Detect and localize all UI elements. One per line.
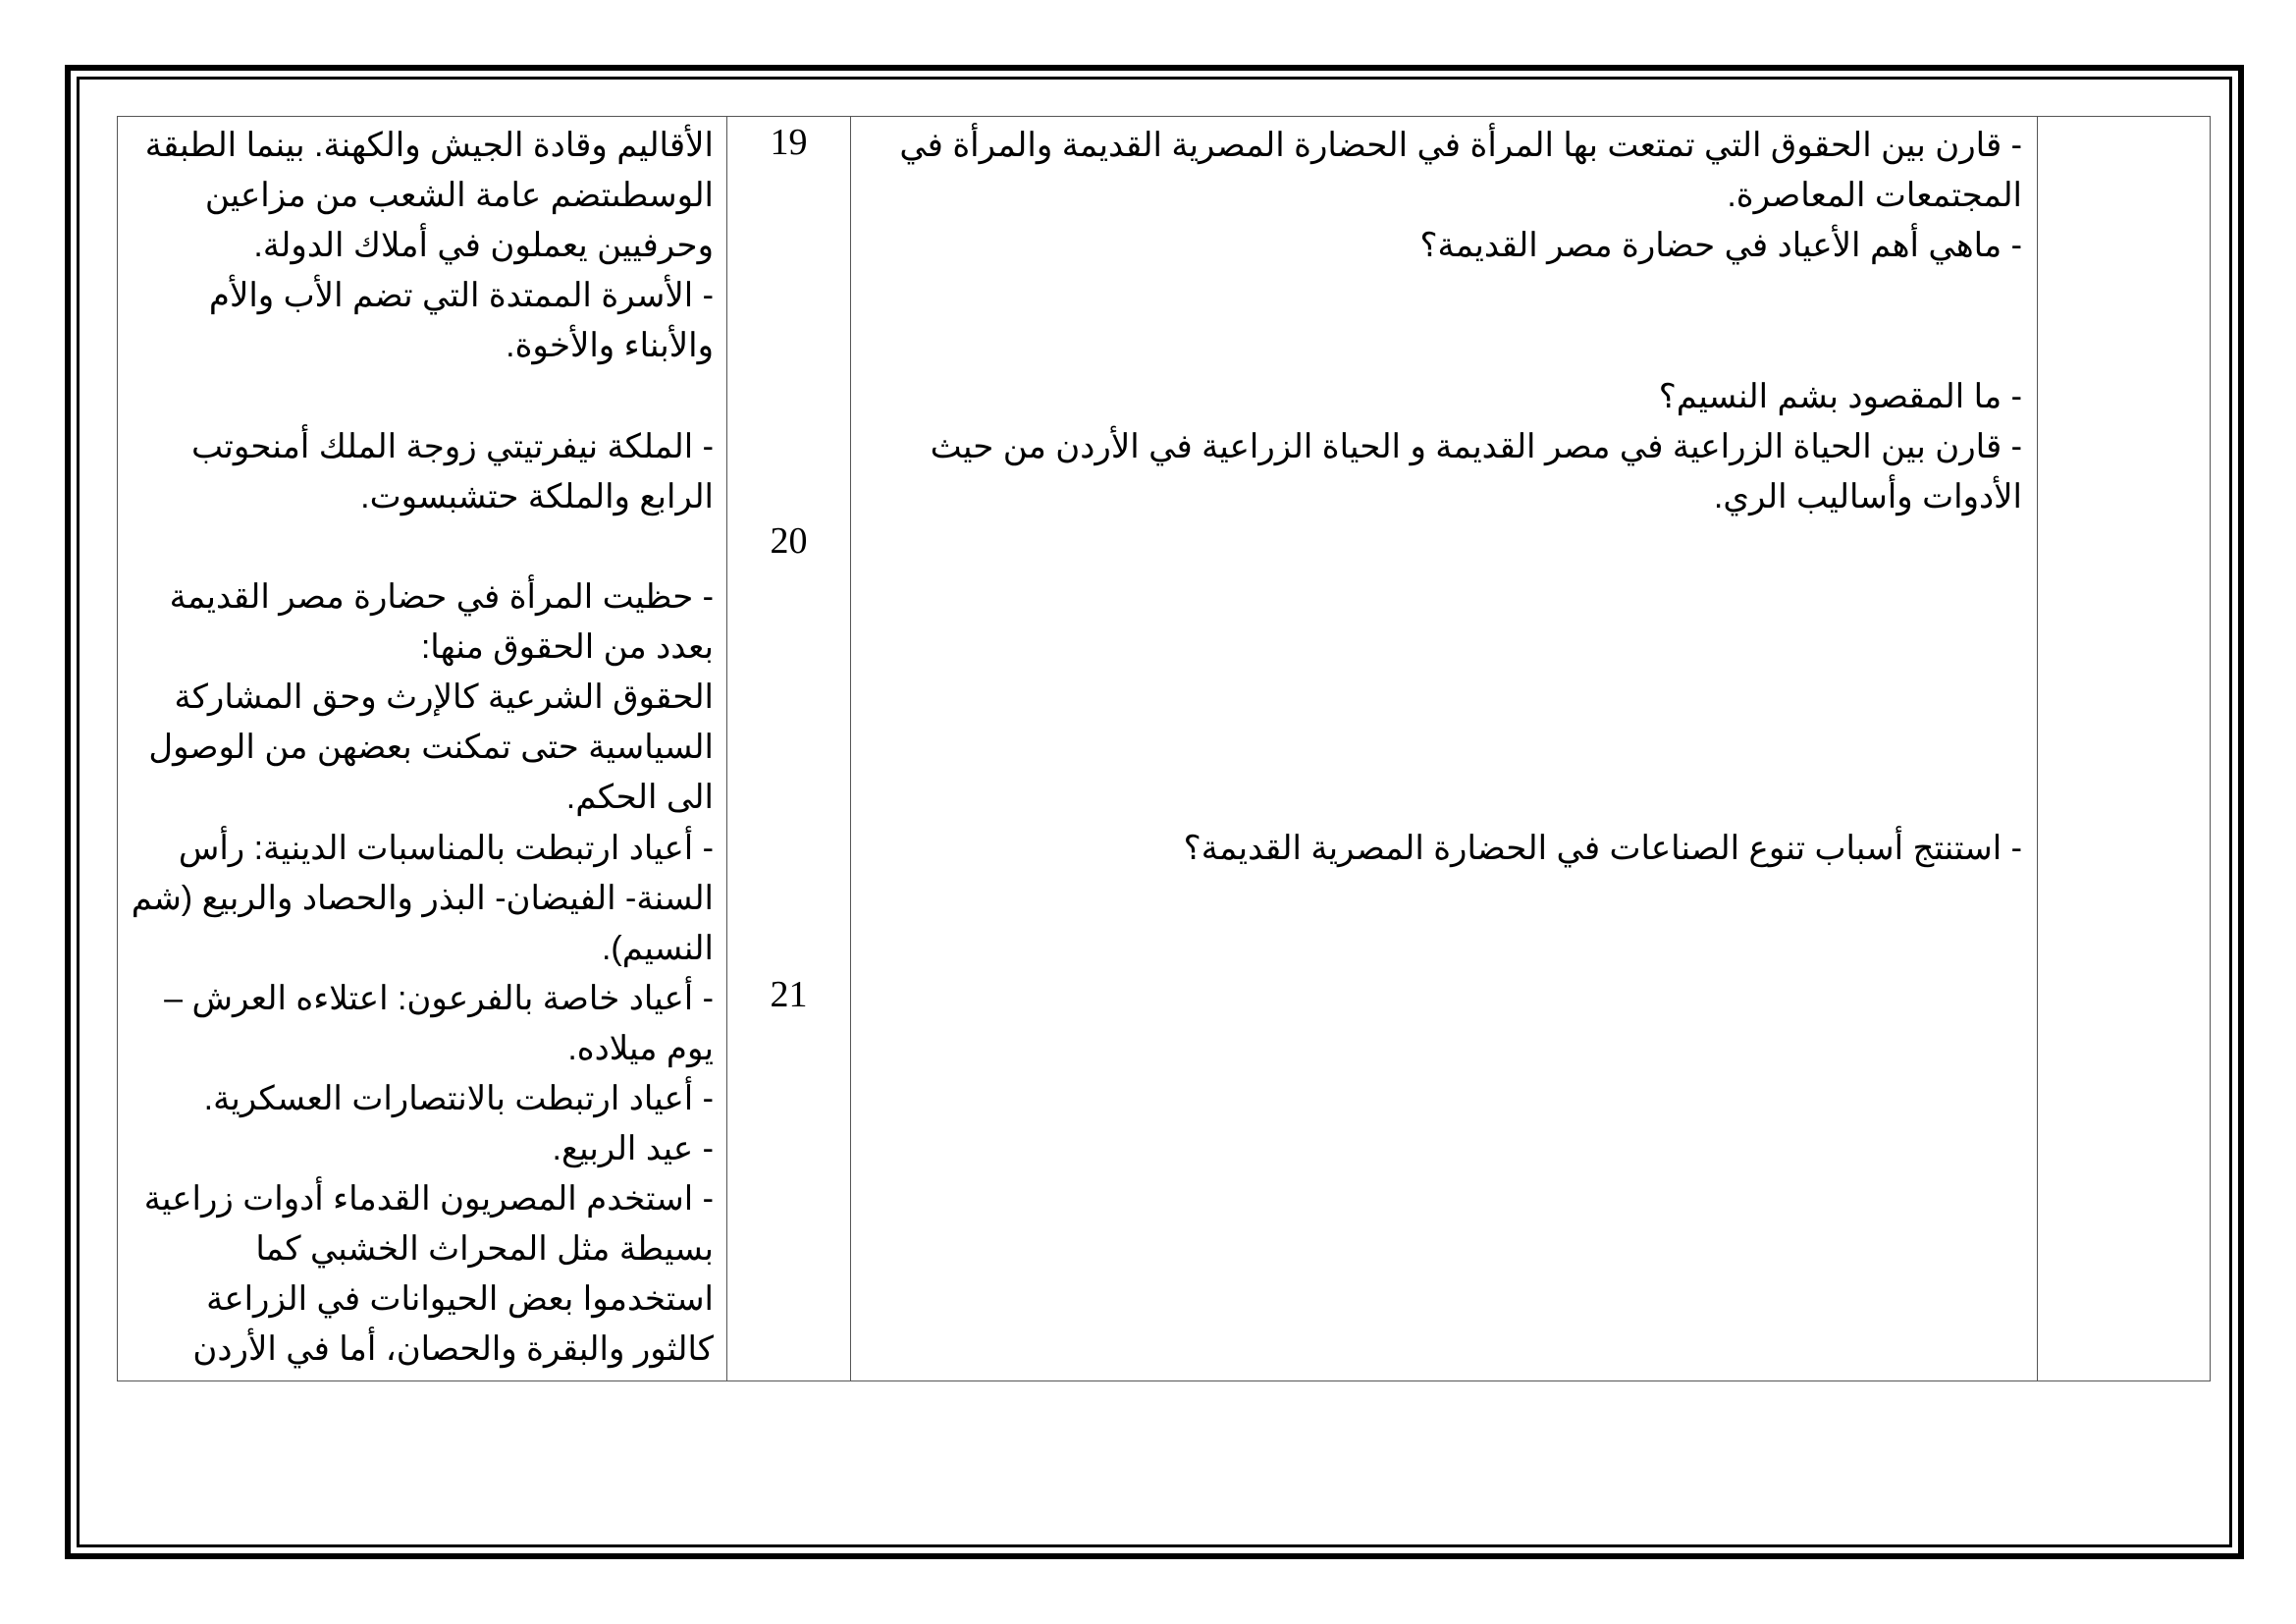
answer-item: - عيد الربيع.	[552, 1130, 714, 1167]
answer-item: - الملكة نيفرتيتي زوجة الملك أمنحوتب الرابع والملكة حتشبسوت.	[190, 428, 714, 515]
questions-column	[851, 117, 2038, 1381]
lesson-table	[117, 116, 2211, 1381]
question-item: - قارن بين الحقوق التي تمتعت بها المرأة في الحضارة المصرية القديمة والمرأة في المجتمعات المعاصرة.	[899, 127, 2022, 214]
question-item: - استنتج أسباب تنوع الصناعات في الحضارة المصرية القديمة؟	[1183, 830, 2022, 867]
numbers-column	[727, 117, 851, 1381]
question-item: - قارن بين الحياة الزراعية في مصر القديمة و الحياة الزراعية في الأردن من حيث الأدوات وأساليب الري.	[930, 428, 2022, 515]
answer-item: - أعياد ارتبطت بالمناسبات الدينية: رأس السنة- الفيضان- البذر والحصاد والربيع (شم النسيم).	[131, 830, 714, 967]
question-item: - ما المقصود بشم النسيم؟	[1658, 378, 2022, 415]
table-row	[118, 117, 2211, 1381]
answer-item: - أعياد ارتبطت بالانتصارات العسكرية.	[203, 1080, 714, 1117]
answers-column	[118, 117, 727, 1381]
answer-item: - حظيت المرأة في حضارة مصر القديمة بعدد من الحقوق منها:	[169, 578, 714, 666]
answer-item: الأقاليم وقادة الجيش والكهنة. بينما الطبقة الوسطىتضم عامة الشعب من مزاعين وحرفيين يعملون في أملاك الدولة.	[144, 127, 714, 264]
answer-item: - الأسرة الممتدة التي تضم الأب والأم والأبناء والأخوة.	[208, 277, 714, 364]
answer-item: - استخدم المصريون القدماء أدوات زراعية بسيطة مثل المحراث الخشبي كما استخدموا بعض الحيوانات في الزراعة كالثور والبقرة والحصان، أما في الأردن	[143, 1180, 714, 1368]
row-number: 21	[770, 974, 808, 1015]
empty-column	[2038, 117, 2211, 1381]
question-item: - ماهي أهم الأعياد في حضارة مصر القديمة؟	[1419, 227, 2022, 264]
answer-item: الحقوق الشرعية كالإرث وحق المشاركة السياسية حتى تمكنت بعضهن من الوصول الى الحكم.	[148, 678, 714, 816]
row-number: 20	[770, 520, 808, 562]
answer-item: - أعياد خاصة بالفرعون: اعتلاءه العرش – يوم ميلاده.	[164, 980, 714, 1067]
row-number: 19	[770, 122, 808, 163]
